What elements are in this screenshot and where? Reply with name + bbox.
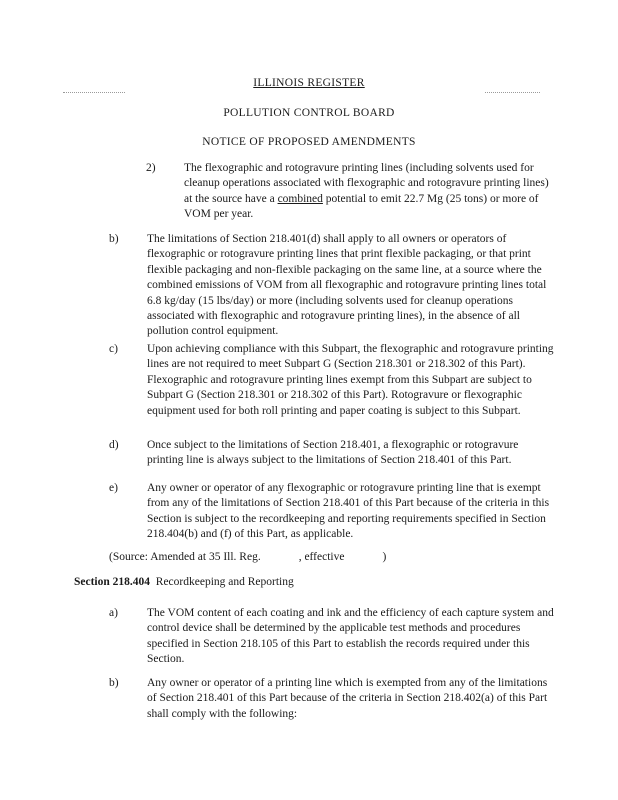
section-a-label: a) [109, 607, 118, 619]
item-c-text: Upon achieving compliance with this Subpart, the flexographic and rotogravure printing lines are not required to meet Subpart G (Section 218.301 or 218.302 of this Part). Flexographic and rotogravure printing lines exempt from this Subpart are subject to Subpart G (Section 218.301 or 218.302 of this Part). Rotogravure or flexographic equipment used for both roll printing and paper coating is subject to this Subpart. [147, 343, 554, 417]
board-title: POLLUTION CONTROL BOARD [223, 107, 395, 119]
item-2-label: 2) [146, 162, 156, 174]
section-title: Recordkeeping and Reporting [155, 576, 294, 588]
section-a-text: The VOM content of each coating and ink and the efficiency of each capture system and control device shall be determined by the applicable test methods and procedures specified in Section 218.105 of this Part to establish the records required under this Section. [147, 607, 554, 666]
section-heading [74, 575, 294, 590]
header-rule-right [485, 92, 540, 93]
item-d-label: d) [109, 439, 119, 451]
source-note-prefix: (Source: Amended at 35 Ill. Reg. [109, 551, 261, 563]
item-e-label: e) [109, 482, 118, 494]
source-note-effective: , effective [298, 551, 345, 563]
register-title-text: ILLINOIS REGISTER [253, 77, 365, 89]
item-2-underlined: combined [277, 192, 323, 205]
section-number: Section 218.404 [74, 576, 151, 588]
item-2-text-after: potential to emit 22.7 Mg (25 tons) or more of VOM per year. [184, 192, 539, 221]
item-b-text: The limitations of Section 218.401(d) shall apply to all owners or operators of flexographic or rotogravure printing lines that print flexible packaging, or that print flexible packaging and non-flexible packaging on the same line, at a source where the combined emissions of VOM from all flexographic and rotogravure printing lines total 6.8 kg/day (15 lbs/day) or more (including solvents used for cleanup operations associated with flexographic and rotogravure printing lines), in the absence of all pollution control equipment. [147, 233, 547, 338]
item-2-text [184, 161, 556, 223]
item-e-text: Any owner or operator of any flexographic or rotogravure printing line that is exempt from any of the limitations of Section 218.401 of this Part because of the criteria in this Section is subject to the recordkeeping and reporting requirements specified in Section 218.404(b) and (f) of this Part, as applicable. [147, 482, 550, 541]
register-title [0, 77, 618, 90]
section-b-label: b) [109, 677, 119, 689]
item-b-label: b) [109, 233, 119, 245]
item-c-label: c) [109, 343, 118, 355]
item-d-text: Once subject to the limitations of Section 218.401, a flexographic or rotogravure printing line is always subject to the limitations of Section 218.401 of this Part. [147, 439, 519, 467]
notice-title: NOTICE OF PROPOSED AMENDMENTS [202, 136, 416, 148]
section-b-text: Any owner or operator of a printing line which is exempted from any of the limitations of Section 218.401 of this Part because of the criteria in Section 218.402(a) of this Part shall comply with the following: [147, 677, 548, 720]
item-2-text-before: The flexographic and rotogravure printing lines (including solvents used for cleanup operations associated with flexographic and rotogravure printing lines) at the source have a [184, 162, 549, 205]
header-rule-left [63, 92, 125, 93]
source-note-close: ) [382, 551, 387, 563]
source-note [109, 550, 559, 565]
